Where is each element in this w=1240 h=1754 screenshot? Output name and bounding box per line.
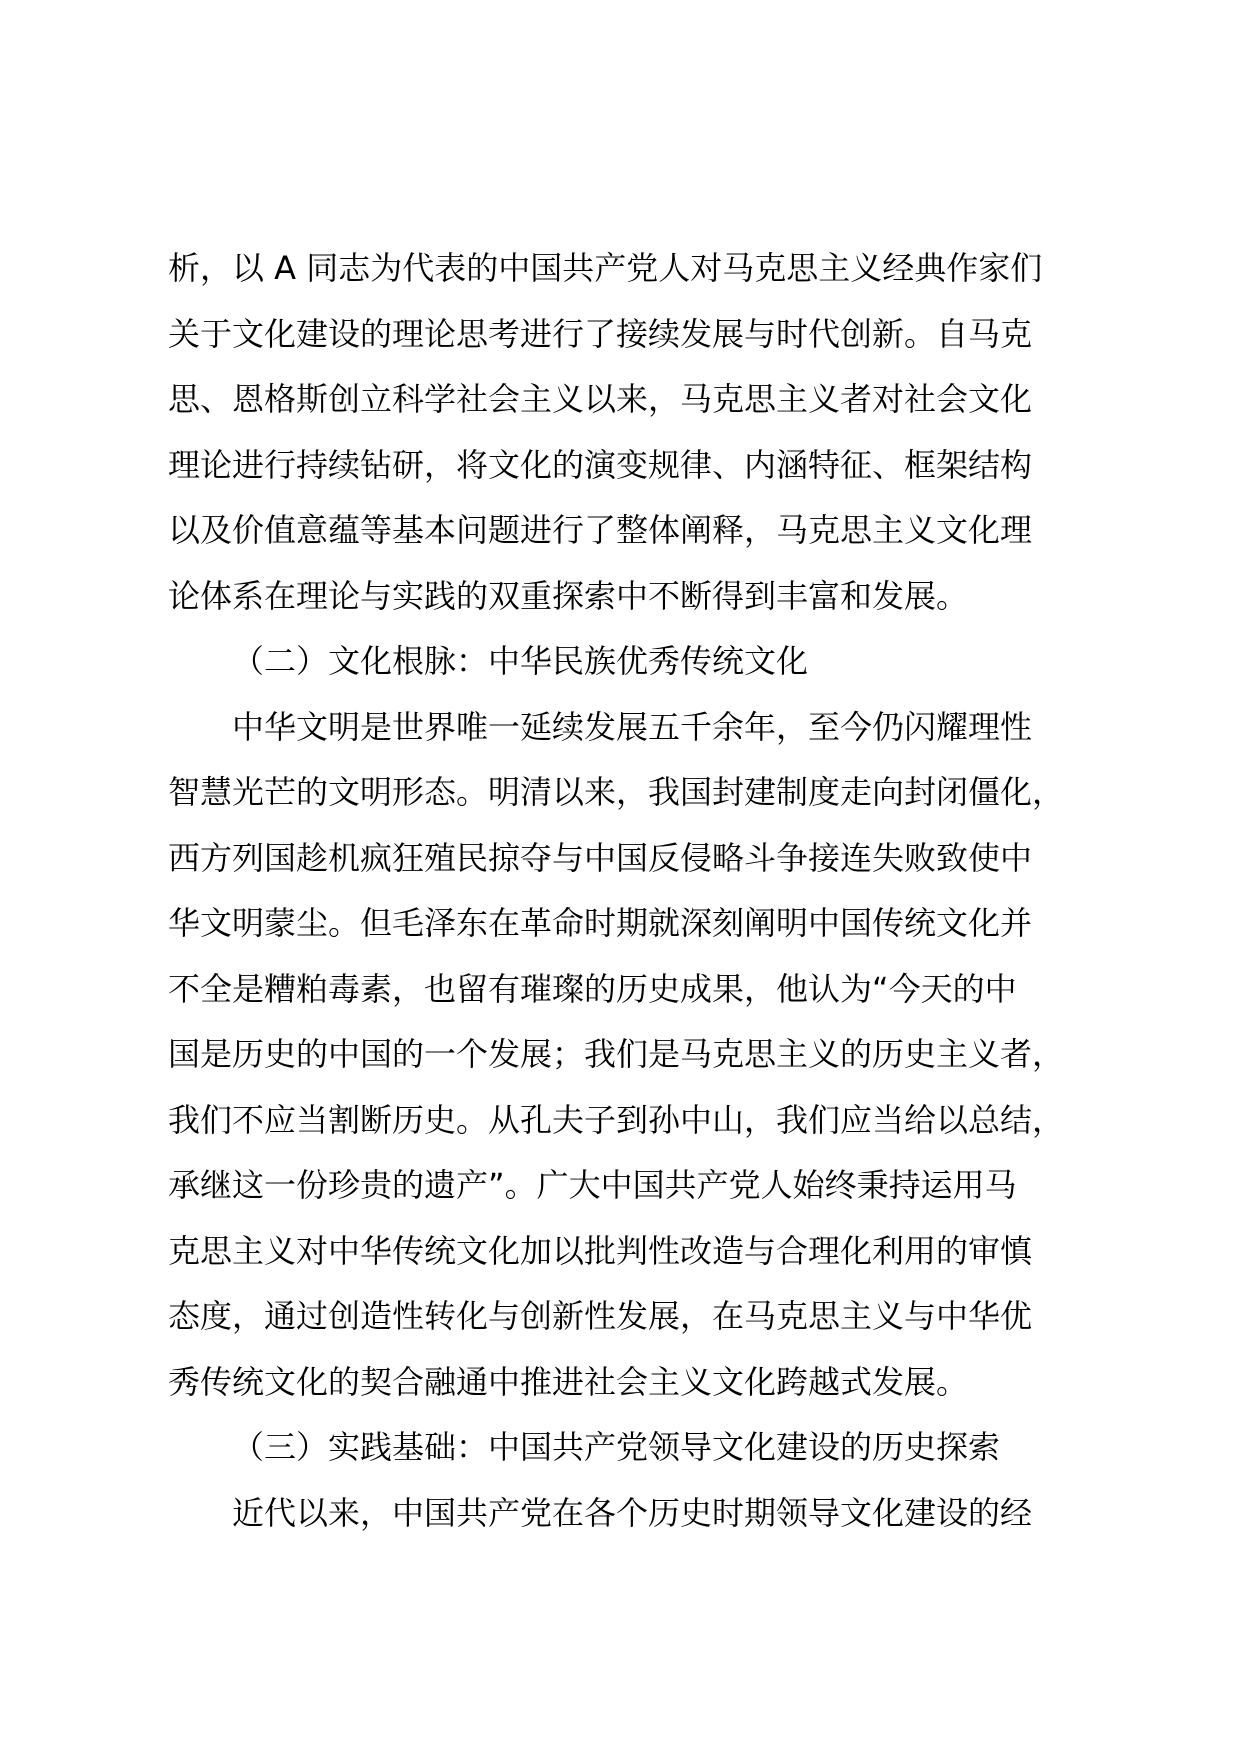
- section-heading: （二）文化根脉：中华民族优秀传统文化: [232, 642, 809, 680]
- text-line: 智慧光芒的文明形态。明清以来，我国封建制度走向封闭僵化，: [168, 773, 1065, 811]
- text-line: 不全是糟粕毒素，也留有璀璨的历史成果，他认为“今天的中: [168, 969, 1017, 1008]
- text-line: 以及价值意蕴等基本问题进行了整体阐释，马克思主义文化理: [168, 511, 1033, 549]
- text-line: 近代以来，中国共产党在各个历史时期领导文化建设的经: [232, 1493, 1033, 1532]
- text-line: 西方列国趁机疯狂殖民掠夺与中国反侵略斗争接连失败致使中: [168, 838, 1033, 877]
- text-line: 论体系在理论与实践的双重探索中不断得到丰富和发展。: [168, 576, 969, 615]
- text-line: 析，以 A 同志为代表的中国共产党人对马克思主义经典作家们: [168, 249, 1043, 287]
- text-line: 关于文化建设的理论思考进行了接续发展与时代创新。自马克: [168, 314, 1033, 353]
- text-line: 态度，通过创造性转化与创新性发展，在马克思主义与中华优: [168, 1297, 1033, 1335]
- text-line: 思、恩格斯创立科学社会主义以来，马克思主义者对社会文化: [168, 380, 1033, 418]
- text-line: 我们不应当割断历史。从孔夫子到孙中山，我们应当给以总结，: [168, 1100, 1065, 1139]
- section-heading: （三）实践基础：中国共产党领导文化建设的历史探索: [232, 1428, 1001, 1466]
- text-line: 中华文明是世界唯一延续发展五千余年，至今仍闪耀理性: [232, 707, 1033, 746]
- text-line: 理论进行持续钻研，将文化的演变规律、内涵特征、框架结构: [168, 445, 1033, 484]
- body-text: [168, 236, 1088, 1546]
- text-line: 秀传统文化的契合融通中推进社会主义文化跨越式发展。: [168, 1362, 969, 1401]
- text-line: 承继这一份珍贵的遗产”。广大中国共产党人始终秉持运用马: [168, 1166, 1017, 1204]
- text-line: 华文明蒙尘。但毛泽东在革命时期就深刻阐明中国传统文化并: [168, 904, 1033, 942]
- text-line: 克思主义对中华传统文化加以批判性改造与合理化利用的审慎: [168, 1231, 1033, 1270]
- text-line: 国是历史的中国的一个发展；我们是马克思主义的历史主义者，: [168, 1035, 1065, 1073]
